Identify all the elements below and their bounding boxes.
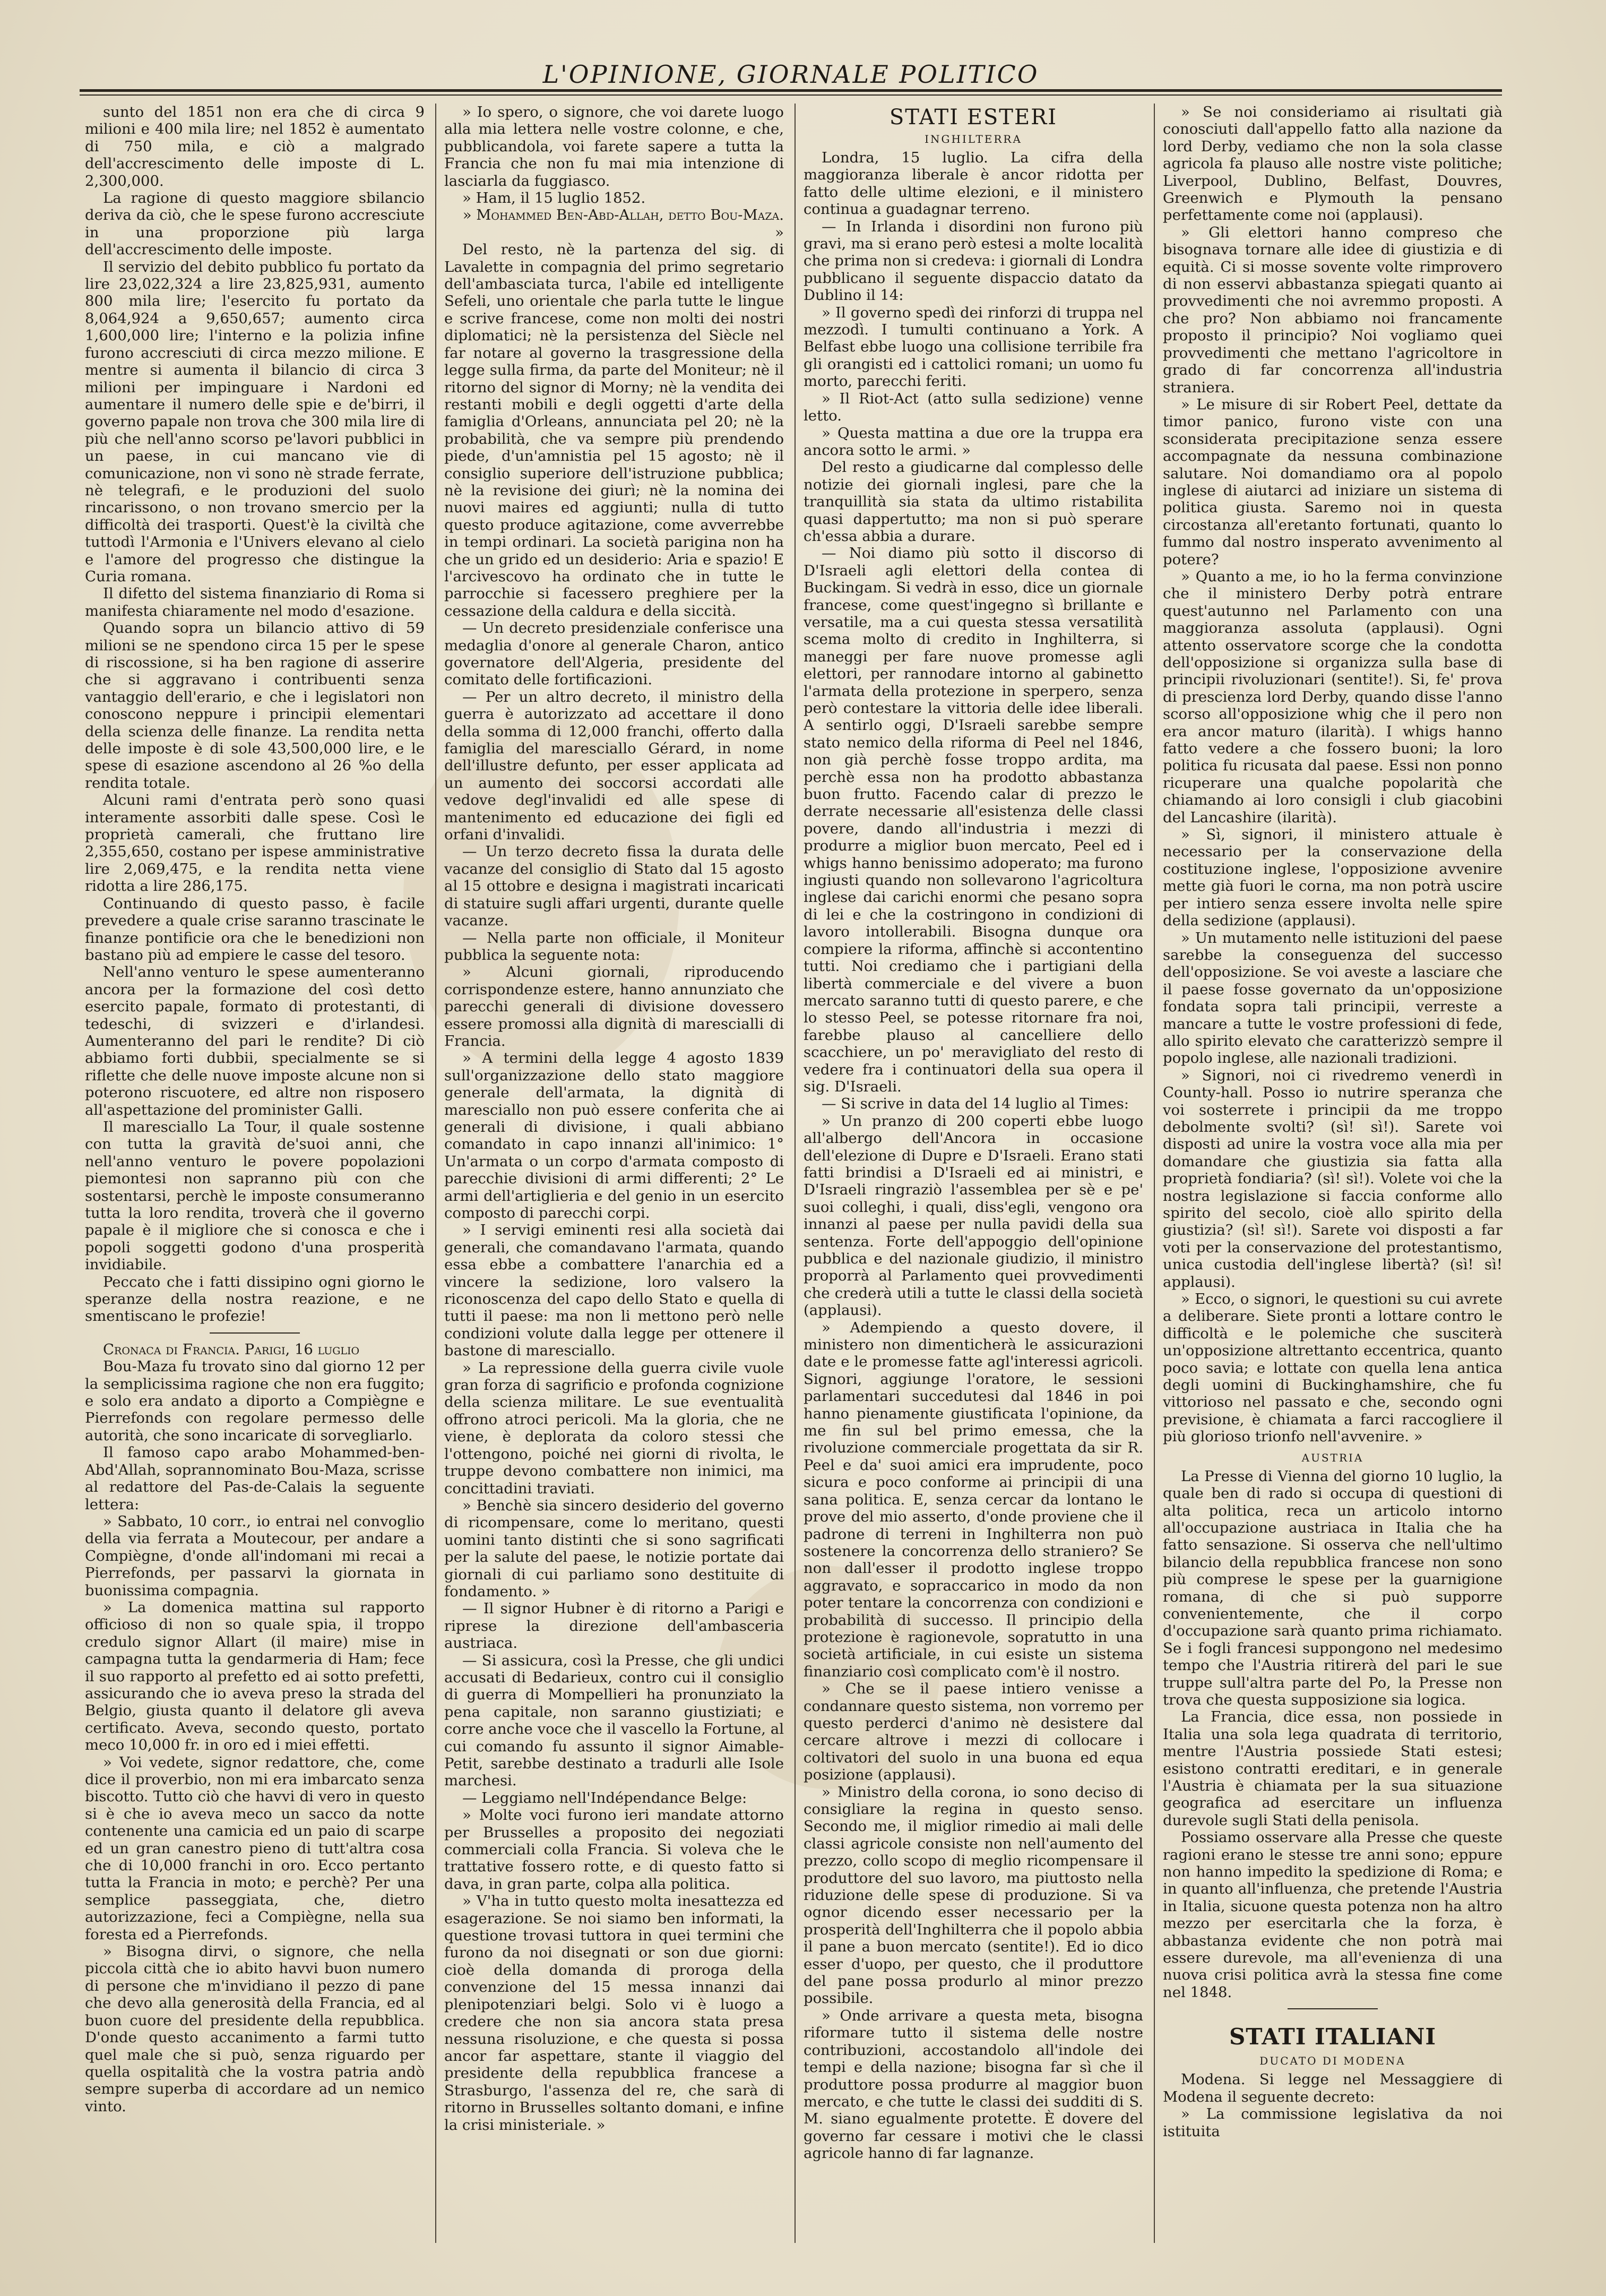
section-title-stati-esteri: STATI ESTERI bbox=[889, 105, 1058, 130]
paragraph: Possiamo osservare alla Presse che queste ragioni erano le stesse tre anni sono; eppure non hanno impedito la spedizione di Roma; e in quanto all'influenza, che pretende l'Austria in Italia, sicuone questa potenza non ha altro mezzo per esercitarla che la forza, è abbastanza evidente che non potrà mai essere durevole, ma all'evenienza di una nuova crisi politica avrà la stessa fine come nel 1848. bbox=[1163, 1829, 1503, 2001]
paragraph: — Nella parte non officiale, il Moniteur pubblica la seguente nota: bbox=[444, 929, 784, 964]
paragraph: — Noi diamo più sotto il discorso di D'Israeli agli elettori della contea di Buckingam. Si vedrà in esso, dice un giornale francese, come quest'ingegno sì brillante e versatile, ma a cui questa stessa versatilità scema molto di credito in Inghilterra, si maneggi per fare nuove promesse agli elettori, per rannodare intorno al gabinetto l'armata della protezione in sperpero, senza però contestare la vittoria delle idee liberali. A sentirlo oggi, D'Israeli sarebbe sempre stato nemico della riforma di Peel nel 1846, non già perchè fosse troppo ardita, ma perchè essa non ha prodotto abbastanza buon frutto. Facendo calar di prezzo le derrate necessarie all'esistenza delle classi povere, dando all'industria i mezzi di produrre a miglior buon mercato, Peel ed i whigs hanno benissimo adoperato; ma furono ingiusti quando non sollevarono l'agricoltura inglese dai carichi enormi che pesano sopra di lei e che la costringono in condizioni di lavoro intollerabili. Bisogna dunque ora compiere la riforma, affinchè si accontentino tutti. Noi crediamo che i partigiani della libertà commerciale e del vivere a buon mercato saranno tutti di questo parere, e che lo stesso Peel, se potesse ritornare fra noi, farebbe plauso al cancelliere dello scacchiere, un po' meravigliato del resto di vedere fra i continuatori della sua opera il sig. D'Israeli. bbox=[804, 545, 1143, 1095]
paragraph: — Leggiamo nell'Indépendance Belge: bbox=[462, 1789, 747, 1807]
paragraph: » La repressione della guerra civile vuole gran forza di sagrificio e profonda cognizione della scienza militare. Le sue eventualità offrono atroci pericoli. Ma la gloria, che ne viene, è deplorata da coloro stessi che l'ottengono, poiché nei giorni di rivolta, le truppe devono combattere non inimici, ma concittadini traviati. bbox=[444, 1359, 784, 1497]
paragraph: Peccato che i fatti dissipino ogni giorno le speranze della nostra reazione, e ne smentiscano le profezie! bbox=[85, 1273, 425, 1325]
paragraph: » I servigi eminenti resi alla società dai generali, che comandavano l'armata, quando essa ebbe a combattere l'anarchia ed a vincere la sedizione, loro valsero la riconoscenza del capo dello Stato e quella di tutti il paese: ma non li mettono però nelle condizioni volute dalla legge per ottenere il bastone di maresciallo. bbox=[444, 1222, 784, 1360]
paragraph: » Che se il paese intiero venisse a condannare questo sistema, non vorremo per questo perderci d'animo nè desistere dal cercare altrove i mezzi di collocare i coltivatori del suolo in una buona ed equa posizione (applausi). bbox=[804, 1680, 1143, 1784]
paragraph: — Si assicura, così la Presse, che gli undici accusati di Bedarieux, contro cui il consiglio di guerra di Mompellieri ha pronunziato la pena capitale, non saranno giustiziati; e corre anche voce che il vascello la Fortune, al cui comando fu assunto il signor Aimable-Petit, sarebbe destinato a tradurli alle Isole marchesi. bbox=[444, 1652, 784, 1790]
paragraph: » Il governo spedì dei rinforzi di truppa nel mezzodì. I tumulti continuano a York. A Belfast ebbe luogo una collisione terribile fra gli orangisti ed i cattolici romani; un uomo fu morto, parecchi feriti. bbox=[804, 304, 1143, 390]
paragraph: » La domenica mattina sul rapporto officioso di non so quale spia, il troppo credulo signor Allart (il maire) mise in campagna tutta la gendarmeria di Ham; fece il suo rapporto al prefetto ed ai sotto prefetti, assicurando che io aveva preso la strada del Belgio, giusta quanto il delatore gli aveva certificato. Aveva, secondo questo, portato meco 10,000 fr. in oro ed i miei effetti. bbox=[85, 1598, 425, 1754]
paragraph: » Un mutamento nelle istituzioni del paese sarebbe la conseguenza del successo dell'opposizione. Se voi aveste a lasciare che il paese fosse governato da un'opposizione fondata sopra tali principii, verreste a mancare a tutte le vostre professioni di fede, allo spirito elevato che caratterizzò sempre il popolo inglese, alle nazionali tradizioni. bbox=[1163, 929, 1503, 1067]
paragraph: » Voi vedete, signor redattore, che, come dice il proverbio, non mi era imbarcato senza biscotto. Tutto ciò che havvi di vero in questo si è che io aveva meco un sacco da notte contenente una camicia ed un paio di scarpe ed un gran canestro pieno di tutt'altra cosa che di 10,000 franchi in oro. Ecco pertanto tutta la Francia in moto; e perchè? Per una semplice passeggiata, che, dietro autorizzazione, feci a Compiègne, nella sua foresta ed a Pierrefonds. bbox=[85, 1753, 425, 1943]
dateline: » Ham, il 15 luglio 1852. bbox=[462, 190, 646, 207]
subsection-austria: AUSTRIA bbox=[1301, 1451, 1364, 1464]
paragraph: Il servizio del debito pubblico fu portato da lire 23,022,324 a lire 23,825,931, aumento 800 mila lire; l'esercito fu portato da 8,064,924 a 9,650,657; aumento circa 1,600,000 lire; l'interno e la polizia infine furono accresciuti di circa mezzo milione. E mentre si aumenta il bilancio di circa 3 milioni per impinguare i Nardoni ed aumentare il numero delle spie e de'birri, il governo papale non trova che 300 mila lire di più che nell'anno scorso pe'lavori pubblici in un paese, in cui mancano vie di comunicazione, non vi sono nè strade ferrate, nè telegrafi, e le produzioni del suolo rincarissono, o non trovano smercio per la difficoltà dei trasporti. Quest'è la civiltà che tuttodì l'Armonia e l'Univers elevano al cielo e l'amore del progresso che distingue la Curia romana. bbox=[85, 258, 425, 585]
paragraph: — Il signor Hubner è di ritorno a Parigi e riprese la direzione dell'ambasceria austriaca. bbox=[444, 1600, 784, 1652]
columns bbox=[85, 104, 1502, 2243]
subsection-ducato-di-modena: DUCATO DI MODENA bbox=[1259, 2054, 1406, 2068]
column-2 bbox=[444, 104, 784, 2243]
masthead-title: L'OPINIONE, GIORNALE POLITICO bbox=[542, 60, 1039, 89]
paragraph: Del resto a giudicarne dal complesso delle notizie dei giornali inglesi, pare che la tranquillità sia stata da ultimo ristabilita quasi dappertutto; ma non si può sperare ch'essa abbia a durare. bbox=[804, 459, 1143, 545]
paragraph: » Gli elettori hanno compreso che bisognava tornare alle idee di giustizia e di equità. Ci si mosse sovente volte rimprovero di non esservi abbastanza spiegati quanto ai provvedimenti che noi avremmo proposti. A che pro? Non abbiamo noi francamente proposto il principio? Noi vogliamo quei provvedimenti che mettano l'agricoltore in grado di far concorrenza all'industria straniera. bbox=[1163, 223, 1503, 396]
paragraph: » Un pranzo di 200 coperti ebbe luogo all'albergo dell'Ancora in occasione dell'elezione di Dupre e D'Israeli. Erano stati fatti brindisi a D'Israeli ed ai ministri, e D'Israeli ringraziò l'assemblea per sè e pe' suoi colleghi, i quali, diss'egli, vengono ora innanzi al paese per nulla pavidi della sua sentenza. Forte dell'appoggio dell'opinione pubblica e del nazionale giudizio, il ministro proporrà al Parlamento quei provvedimenti che crederà utili a tutte le classi della società (applausi). bbox=[804, 1112, 1143, 1319]
paragraph: — Si scrive in data del 14 luglio al Times: bbox=[822, 1095, 1129, 1113]
paragraph: Del resto, nè la partenza del sig. di Lavalette in compagnia del primo segretario dell'ambasciata turca, l'abile ed intelligente Sefeli, uno orientale che parla tutte le lingue e scrive francese, come non molti dei nostri diplomatici; nè la persistenza del Siècle nel far notare al governo la trasgressione della legge sulla firma, da parte del Moniteur; nè il ritorno del signor di Morny; nè la vendita dei restanti mobili e degli oggetti d'arte della famiglia d'Orleans, annunciata pel 20; nè la probabilità, che va sempre più prendendo piede, d'un'amnistia pel 15 agosto; nè il consiglio superiore dell'istruzione pubblica; nè la revisione dei giurì; nè la nomina dei nuovi maires ed aggiunti; nulla di tutto questo produce agitazione, come avverrebbe in tempi ordinari. La società parigina non ha che un grido ed un desiderio: Aria e spazio! E l'arcivescovo ha ordinato che in tutte le parrocchie si facessero preghiere per la cessazione della caldura e della siccità. bbox=[444, 241, 784, 620]
paragraph: Continuando di questo passo, è facile prevedere a quale crise saranno trascinate le finanze pontificie ora che le benedizioni non bastano più ad empiere le casse del tesoro. bbox=[85, 895, 425, 964]
paragraph: — Per un altro decreto, il ministro della guerra è autorizzato ad accettare il dono della somma di 12,000 franchi, offerto dalla famiglia del maresciallo Gérard, in nome dell'illustre defunto, per esser applicata ad un aumento dei soccorsi accordati alle vedove degl'invalidi ed alle spese di mantenimento ed educazione dei figli ed orfani d'invalidi. bbox=[444, 688, 784, 844]
paragraph: Quando sopra un bilancio attivo di 59 milioni se ne spendono circa 15 per le spese di riscossione, si ha ben ragione di asserire che si aggravano i contribuenti senza vantaggio dell'erario, e che i legislatori non conoscono neppure i principii elementari della scienza delle finanze. La rendita netta delle imposte è di sole 43,500,000 lire, e le spese di esazione ascendono al 26 %o della rendita totale. bbox=[85, 620, 425, 792]
section-rule bbox=[1288, 2008, 1378, 2009]
paragraph: La ragione di questo maggiore sbilancio deriva da ciò, che le spese furono accresciute in una proporzione più larga dell'accrescimento delle imposte. bbox=[85, 190, 425, 259]
paragraph: » Sì, signori, il ministero attuale è necessario per la conservazione della costituzione inglese, l'opposizione avvenire mette già fuori le corna, ma non potrà uscire per intiero senza essere involta nelle spire della sedizione (applausi). bbox=[1163, 826, 1503, 930]
paragraph: Nell'anno venturo le spese aumenteranno ancora per la formazione del così detto esercito papale, formato di protestanti, di tedeschi, di svizzeri e d'irlandesi. Aumenteranno del pari le rendite? Di ciò abbiamo forti dubbii, specialmente se si riflette che delle nuove imposte alcune non si poterono riscuotere, ed altre non risposero all'aspettazione del prominister Galli. bbox=[85, 964, 425, 1119]
paragraph: Il famoso capo arabo Mohammed-ben-Abd'Allah, soprannominato Bou-Maza, scrisse al redattore del Pas-de-Calais la seguente lettera: bbox=[85, 1444, 425, 1513]
section-title-stati-italiani: STATI ITALIANI bbox=[1229, 2024, 1437, 2050]
paragraph: » Quanto a me, io ho la ferma convinzione che il ministero Derby potrà entrare quest'autunno nel Parlamento con una maggioranza assoluta (applausi). Ogni attento osservatore scorge che la condotta dell'opposizione si organizza sulla base di principii rivoluzionari (sentite!). Si, fe' prova di prescienza lord Derby, quando disse l'anno scorso all'opposizione whig che il pero non era ancor maturo (ilarità). I whigs hanno fatto vedere a che fossero buoni; la loro politica fu ricusata dal paese. Essi non ponno ricuperare una qualche popolarità che chiamando ai loro consigli i club giacobini del Lancashire (ilarità). bbox=[1163, 567, 1503, 826]
paragraph: » Questa mattina a due ore la truppa era ancora sotto le armi. » bbox=[804, 424, 1143, 459]
section-heading-cronaca: Cronaca di Francia. Parigi, 16 luglio bbox=[103, 1340, 360, 1358]
column-4 bbox=[1163, 104, 1503, 2243]
paragraph: La Francia, dice essa, non possiede in Italia una sola lega quadrata di territorio, mentre l'Austria possiede Stati estesi; esistono contratti ereditari, e in generale l'Austria è chiamata per la sua situazione geografica ad esercitare un influenza durevole sugli Stati della penisola. bbox=[1163, 1708, 1503, 1829]
paragraph: Modena. Si legge nel Messaggiere di Modena il seguente decreto: bbox=[1163, 2071, 1503, 2105]
paragraph: » Alcuni giornali, riproducendo corrispondenze estere, hanno annunziato che parecchi generali di divisione dovessero essere promossi alla dignità di marescialli di Francia. bbox=[444, 964, 784, 1050]
paragraph: La Presse di Vienna del giorno 10 luglio, la quale ben di rado si occupa di questioni di alta politica, reca un articolo intorno all'occupazione austriaca in Italia che ha fatto sensazione. Si osserva che nell'ultimo bilancio della repubblica francese non sono più comprese le spese per la guarnigione romana, di che si può supporre convenientemente, che il corpo d'occupazione sarà quanto prima richiamato. Se i fogli francesi suppongono nel medesimo tempo che l'Austria ritirerà del pari le sue truppe sull'altra parte del Po, la Presse non trova che questa supposizione sia logica. bbox=[1163, 1467, 1503, 1708]
paragraph: » Sabbato, 10 corr., io entrai nel convoglio della via ferrata a Moutecour, per andare a Compiègne, d'onde all'indomani mi recai a Pierrefonds, per passarvi la giornata in buonissima compagnia. bbox=[85, 1512, 425, 1599]
paragraph: — Un decreto presidenziale conferisce una medaglia d'onore al generale Charon, antico governatore dell'Algeria, presidente del comitato delle fortificazioni. bbox=[444, 620, 784, 689]
paragraph: Bou-Maza fu trovato sino dal giorno 12 per la semplicissima ragione che non era fuggito; e solo era andato a diporto a Compiègne e Pierrefonds con regolare permesso delle autorità, che sono incaricate di sorvegliarlo. bbox=[85, 1358, 425, 1444]
paragraph: Alcuni rami d'entrata però sono quasi interamente assorbiti dalle spese. Così le proprietà camerali, che fruttano lire 2,355,650, costano per ispese amministrative lire 2,069,475, e la rendita netta viene ridotta a lire 286,175. bbox=[85, 792, 425, 895]
paragraph: — In Irlanda i disordini non furono più gravi, ma si erano però estesi a molte località che prima non si credeva: i giornali di Londra pubblicano il seguente dispaccio datato da Dublino il 14: bbox=[804, 218, 1143, 304]
paragraph: » Benchè sia sincero desiderio del governo di ricompensare, come lo meritano, questi uomini tanto distinti che si sono sagrificati per la salute del paese, le notizie portate dai giornali di cui parliamo sono destituite di fondamento. » bbox=[444, 1497, 784, 1600]
paragraph: » Ecco, o signori, le questioni su cui avrete a deliberare. Siete pronti a lottare contro le difficoltà e le polemiche che susciterà un'opposizione altrettanto eccentrica, quanto poco savia; e lottate con quella lena antica degli uomini di Buckinghamshire, che fu vittorioso nel passato e che, secondo ogni previsione, è chiamata a farci raccogliere il più glorioso trionfo nell'avvenire. » bbox=[1163, 1291, 1503, 1446]
paragraph: » Adempiendo a questo dovere, il ministero non dimenticherà le assicurazioni date e le promesse fatte agl'interessi agricoli. Signori, aggiunge l'oratore, le sessioni parlamentari succedutesi dal 1846 in poi hanno pienamente giustificata l'opinione, da me fin sul bel primo emessa, che la rivoluzione commerciale progettata da sir R. Peel e da' suoi amici era imprudente, poco sicura e poco conforme ai principii di una sana politica. E, senza cercar da lontano le prove del mio asserto, d'onde proviene che il padrone di terreni in Inghilterra non può sostenere la concorrenza dello straniero? Se non dall'esser il prodotto inglese troppo aggravato, e sopraccarico in modo da non poter tentare la concorrenza con condizioni e probabilità di successo. Il principio della protezione è ragionevole, sopratutto in una società artificiale, in cui esiste un sistema finanziario così complicato com'è il nostro. bbox=[804, 1319, 1143, 1680]
signature: » Mohammed Ben-Abd-Allah, detto Bou-Maza. » bbox=[462, 207, 784, 241]
paragraph: — Un terzo decreto fissa la durata delle vacanze del consiglio di Stato dal 15 agosto al 15 ottobre e designa i magistrati incaricati di statuire sugli affari urgenti, durante quelle vacanze. bbox=[444, 843, 784, 930]
column-1 bbox=[85, 104, 425, 2243]
paragraph: » Onde arrivare a questa meta, bisogna riformare tutto il sistema delle nostre contribuzioni, accostandolo all'indole dei tempi e della nazione; bisogna far sì che il produttore possa produrre al maggior buon mercato, e che tutte le classi dei sudditi di S. M. siano egualmente protette. È dovere del governo far cessare i motivi che le classi agricole hanno di far lagnanze. bbox=[804, 2007, 1143, 2162]
paragraph: » A termini della legge 4 agosto 1839 sull'organizzazione dello stato maggiore generale dell'armata, la dignità di maresciallo non può essere conferita che ai generali di divisione, i quali abbiano comandato in capo innanzi all'inimico: 1° Un'armata o un corpo d'armata composto di parecchie divisioni di armi differenti; 2° Le armi dell'artiglieria e del genio in un esercito composto di parecchi corpi. bbox=[444, 1050, 784, 1222]
paragraph: » Ministro della corona, io sono deciso di consigliare la regina in questo senso. Secondo me, il miglior rimedio ai mali delle classi agricole consiste non nell'aumento del prezzo, collo scopo di meglio ricompensare il produttore del suo lavoro, ma piuttosto nella riduzione delle spese di produzione. Si va ognor dicendo esser necessario per la prosperità dell'Inghilterra che il popolo abbia il pane a buon mercato (sentite!). Ed io dico esser d'uopo, per questo, che il produttore del pane possa produrlo al minor prezzo possibile. bbox=[804, 1783, 1143, 2007]
paragraph: » Signori, noi ci rivedremo venerdì in County-hall. Posso io nutrire speranza che voi sosterrete i principii da me troppo debolmente svolti? (sì! sì!). Sarete voi disposti ad unire la vostra voce alla mia per domandare che giustizia sia fatta alla proprietà fondiaria? (sì! sì!). Volete voi che la nostra legislazione si faccia conforme allo spirito del secolo, cioè allo spirito della giustizia? (sì! sì!). Sarete voi disposti a far voti per la conservazione del protestantismo, unica custodia dell'inglese libertà? (sì! sì! applausi). bbox=[1163, 1067, 1503, 1291]
paragraph: Londra, 15 luglio. La cifra della maggioranza liberale è ancor ridotta per fatto delle ultime elezioni, e il ministero continua a guadagnar terreno. bbox=[804, 149, 1143, 218]
paragraph: Il maresciallo La Tour, il quale sostenne con tutta la gravità de'suoi anni, che nell'anno venturo le povere popolazioni piemontesi non sapranno più con che sostentarsi, perchè le imposte consumeranno tutta la loro rendita, troverà che il governo papale è il migliore che si conosca e che i popoli soggetti godono d'una prosperità invidiabile. bbox=[85, 1118, 425, 1274]
paragraph: » Io spero, o signore, che voi darete luogo alla mia lettera nelle vostre colonne, e che, pubblicandola, voi farete sapere a tutta la Francia che non fu mai mia intenzione di lasciarla da fuggiasco. bbox=[444, 104, 784, 190]
paragraph: sunto del 1851 non era che di circa 9 milioni e 400 mila lire; nel 1852 è aumentato di 750 mila, e ciò a malgrado dell'accrescimento delle imposte di L. 2,300,000. bbox=[85, 104, 425, 190]
paragraph: » Molte voci furono ieri mandate attorno per Brusselles a proposito dei negoziati commerciali colla Francia. Si voleva che le trattative fossero rotte, e di questo fatto si dava, in gran parte, colpa alla politica. bbox=[444, 1807, 784, 1893]
subsection-inghilterra: INGHILTERRA bbox=[925, 133, 1022, 145]
paragraph: » Bisogna dirvi, o signore, che nella piccola città che io abito havvi buon numero di persone che m'invidiano il pezzo di pane che devo alla generosità della Francia, ed al buon cuore del presidente della repubblica. D'onde questo accanimento a farmi tutto quel male che si può, senza riguardo per quella ospitalità che la vostra patria andò sempre superba di accordare ad un nemico vinto. bbox=[85, 1943, 425, 2115]
masthead-rule bbox=[80, 89, 1502, 92]
paragraph: Il difetto del sistema finanziario di Roma si manifesta chiaramente nel modo d'esazione. bbox=[85, 585, 425, 620]
masthead-rule-thin bbox=[80, 94, 1502, 96]
paragraph: » Se noi consideriamo ai risultati già conosciuti dall'appello fatto alla nazione da lord Derby, vediamo che non la sola classe agricola fa plauso alle nostre viste politiche; Liverpool, Dublino, Belfast, Douvres, Greenwich e Plymouth la pensano perfettamente come noi (applausi). bbox=[1163, 104, 1503, 224]
section-rule bbox=[210, 1332, 300, 1334]
paragraph: » La commissione legislativa da noi istituita bbox=[1163, 2105, 1503, 2140]
paragraph: » V'ha in tutto questo molta inesattezza ed esagerazione. Se noi siamo ben informati, la questione trovasi tuttora in quei termini che furono da noi disegnati or son due giorni: cioè della domanda di proroga della convenzione del 15 messa innanzi dai plenipotenziari belgi. Solo vi è luogo a credere che non sia ancora stata presa nessuna risoluzione, e che questa si possa ancor far aspettare, stante il viaggio del presidente della repubblica francese a Strasburgo, l'assenza del re, che sarà di ritorno in Brusselles soltanto domani, e infine la crisi ministeriale. » bbox=[444, 1893, 784, 2134]
column-3 bbox=[804, 104, 1143, 2243]
paragraph: » Il Riot-Act (atto sulla sedizione) venne letto. bbox=[804, 390, 1143, 425]
paragraph: » Le misure di sir Robert Peel, dettate da timor panico, furono viste con una sconsiderata precipitazione senza essere accompagnate da nessuna combinazione salutare. Noi domandiamo ora al popolo inglese di aiutarci ad iniziare un sistema di politica giusta. Saremo noi in questa circostanza all'eretanto fortunati, quanto lo fummo dal nostro insperato avvenimento al potere? bbox=[1163, 395, 1503, 568]
